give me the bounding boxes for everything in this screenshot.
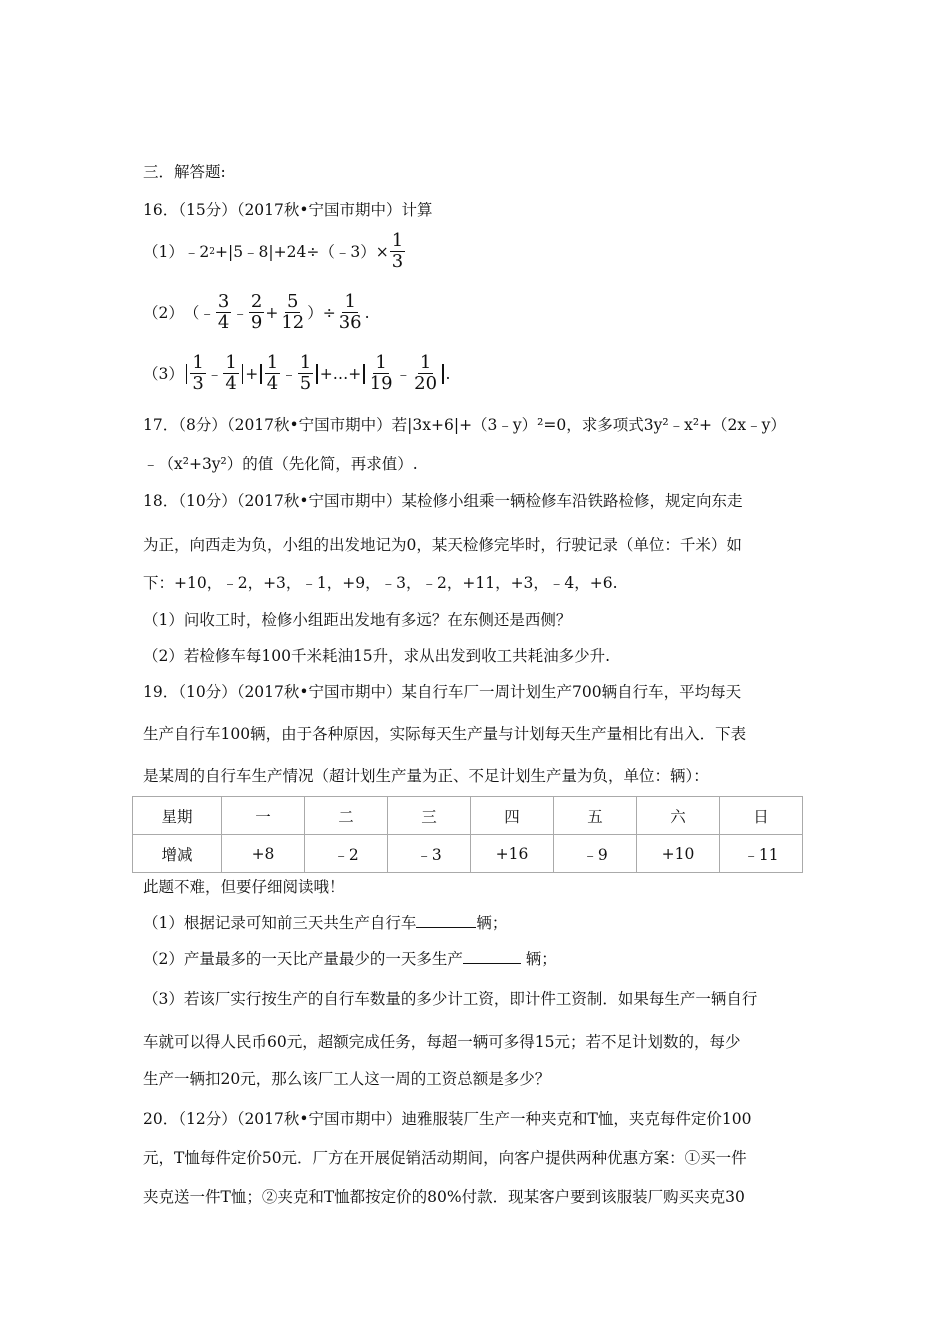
q16-header: 16．（15分）（2017秋•宁国市期中）计算 [143, 201, 433, 219]
q19-sub2-unit: 辆； [520, 950, 557, 968]
q19-sub1-unit: 辆； [476, 914, 508, 932]
table-cell: 增减 [133, 835, 222, 873]
fraction-numerator: 1 [375, 352, 387, 373]
fraction-numerator: 1 [266, 352, 279, 373]
q16-p1-fraction [390, 231, 405, 272]
q19-sub1-text: （1）根据记录可知前三天共生产自行车 [143, 914, 417, 932]
fraction-denominator: 19 [369, 373, 393, 394]
q20-line-3: 夹克送一件T恤；②夹克和T恤都按定价的80%付款．现某客户要到该服装厂购买夹克30 [143, 1188, 745, 1206]
q18-line-2: 为正，向西走为负，小组的出发地记为0，某天检修完毕时，行驶记录（单位：千米）如 [143, 536, 742, 554]
fraction-denominator: 5 [299, 373, 312, 394]
q16-p2-fraction-1 [216, 292, 231, 333]
q18-line-3: 下：+10，﹣2，+3，﹣1，+9，﹣3，﹣2，+11，+3，﹣4，+6. [143, 574, 618, 592]
q16-p2-div: ）÷ [307, 303, 336, 322]
abs-bar [316, 364, 318, 384]
q16-p1-rest: +|5﹣8|+24÷（﹣3）× [214, 242, 389, 261]
table-cell: 日 [720, 797, 803, 835]
table-cell: 一 [222, 797, 305, 835]
q16-p3-fraction-3 [265, 353, 280, 394]
q19-line-1: 19．（10分）（2017秋•宁国市期中）某自行车厂一周计划生产700辆自行车，平均每天 [143, 683, 742, 701]
fraction-numerator: 1 [225, 352, 237, 373]
q16-p3-fraction-1 [190, 353, 205, 394]
q19-sub3-line-3: 生产一辆扣20元，那么该厂工人这一周的工资总额是多少？ [143, 1070, 551, 1088]
q19-sub3-line-2: 车就可以得人民币60元，超额完成任务，每超一辆可多得15元；若不足计划数的，每少 [143, 1033, 741, 1051]
minus-sign: ﹣ [281, 364, 297, 383]
q18-sub-1: （1）问收工时，检修小组距出发地有多远？在东侧还是西侧？ [143, 611, 572, 629]
abs-bar [363, 364, 365, 384]
table-cell: 四 [471, 797, 554, 835]
table-cell: +8 [222, 835, 305, 873]
fraction-numerator: 1 [299, 352, 312, 373]
q16-p2-end: . [364, 303, 370, 322]
abs-bar [186, 364, 188, 384]
table-row [133, 835, 803, 873]
fraction-numerator: 3 [217, 291, 230, 312]
q19-sub3-line-1: （3）若该厂实行按生产的自行车数量的多少计工资，即计件工资制．如果每生产一辆自行 [143, 990, 758, 1008]
q16-p3-fraction-2 [223, 353, 238, 394]
plus-sign: + [245, 364, 259, 383]
q16-p1-expr: ﹣2 [183, 242, 210, 261]
q16-p3-label: （3） [143, 364, 184, 383]
fraction-denominator: 12 [281, 312, 305, 333]
fraction-denominator: 4 [225, 373, 237, 394]
table-cell: ﹣9 [554, 835, 637, 873]
q19-line-3: 是某周的自行车生产情况（超计划生产量为正、不足计划生产量为负，单位：辆）： [143, 767, 709, 785]
fraction-numerator: 2 [250, 291, 263, 312]
table-cell: +16 [471, 835, 554, 873]
answer-blank[interactable] [416, 912, 476, 928]
q16-part3 [143, 353, 450, 394]
q17-line-1: 17．（8分）（2017秋•宁国市期中）若|3x+6|+（3﹣y）²=0，求多项式3y²﹣x²+（2x﹣y） [143, 416, 786, 434]
q16-p2-fraction-3 [279, 292, 306, 333]
q16-p2-fraction-2 [249, 292, 264, 333]
fraction-denominator: 9 [250, 312, 263, 333]
q17-line-2: ﹣（x²+3y²）的值（先化简，再求值）. [143, 455, 418, 473]
minus-sign: ﹣ [232, 303, 248, 322]
fraction-numerator: 1 [391, 230, 404, 251]
abs-bar [260, 364, 262, 384]
q18-sub-2: （2）若检修车每100千米耗油15升，求从出发到收工共耗油多少升. [143, 647, 611, 665]
table-cell: 星期 [133, 797, 222, 835]
table-cell: ﹣3 [388, 835, 471, 873]
fraction-denominator: 3 [391, 251, 404, 272]
table-cell: 五 [554, 797, 637, 835]
q16-p2-open: （﹣ [183, 303, 215, 322]
q16-p3-fraction-4 [298, 353, 313, 394]
fraction-denominator: 4 [217, 312, 230, 333]
q16-p3-end: . [445, 364, 451, 383]
fraction-denominator: 20 [414, 373, 438, 394]
minus-sign: ﹣ [206, 364, 223, 383]
plus-sign: + [265, 303, 279, 322]
q16-p3-fraction-5 [368, 353, 395, 394]
q19-sub2-text: （2）产量最多的一天比产量最少的一天多生产 [143, 950, 463, 968]
q16-p3-dots: +…+ [319, 364, 362, 383]
answer-blank[interactable] [463, 948, 521, 964]
q19-line-2: 生产自行车100辆，由于各种原因，实际每天生产量与计划每天生产量相比有出入．下表 [143, 725, 747, 743]
q16-p1-label: （1） [143, 242, 184, 261]
q16-part2 [143, 292, 370, 333]
fraction-denominator: 4 [266, 373, 279, 394]
fraction-numerator: 1 [192, 352, 204, 373]
table-cell: ﹣11 [720, 835, 803, 873]
q16-part1: （1） ﹣2 2 +|5﹣8|+24÷（﹣3）× $\frac{1}{3}$ [143, 230, 404, 272]
q16-p2-label: （2） [143, 303, 184, 322]
production-table [132, 796, 803, 873]
table-cell: 二 [305, 797, 388, 835]
table-cell: +10 [637, 835, 720, 873]
table-cell: 三 [388, 797, 471, 835]
table-cell: ﹣2 [305, 835, 388, 873]
q19-note: 此题不难，但要仔细阅读哦！ [143, 878, 345, 896]
minus-sign: ﹣ [395, 364, 412, 383]
fraction-denominator: 36 [338, 312, 362, 333]
fraction-denominator: 3 [192, 373, 204, 394]
table-header-row [133, 797, 803, 835]
fraction-numerator: 1 [344, 291, 356, 312]
q19-sub-1 [143, 912, 507, 934]
abs-bar [242, 364, 244, 384]
q18-line-1: 18．（10分）（2017秋•宁国市期中）某检修小组乘一辆检修车沿铁路检修，规定向东走 [143, 492, 743, 510]
q19-sub-2 [143, 948, 557, 970]
fraction-numerator: 5 [287, 291, 299, 312]
q20-line-2: 元，T恤每件定价50元．厂方在开展促销活动期间，向客户提供两种优惠方案：①买一件 [143, 1149, 747, 1167]
fraction-numerator: 1 [419, 352, 432, 373]
q16-p3-fraction-6 [412, 353, 439, 394]
q20-line-1: 20．（12分）（2017秋•宁国市期中）迪雅服装厂生产一种夹克和T恤，夹克每件定价100 [143, 1110, 752, 1128]
abs-bar [442, 364, 444, 384]
section-title: 三．解答题: [143, 163, 226, 181]
q16-p2-fraction-4 [337, 292, 364, 333]
table-cell: 六 [637, 797, 720, 835]
